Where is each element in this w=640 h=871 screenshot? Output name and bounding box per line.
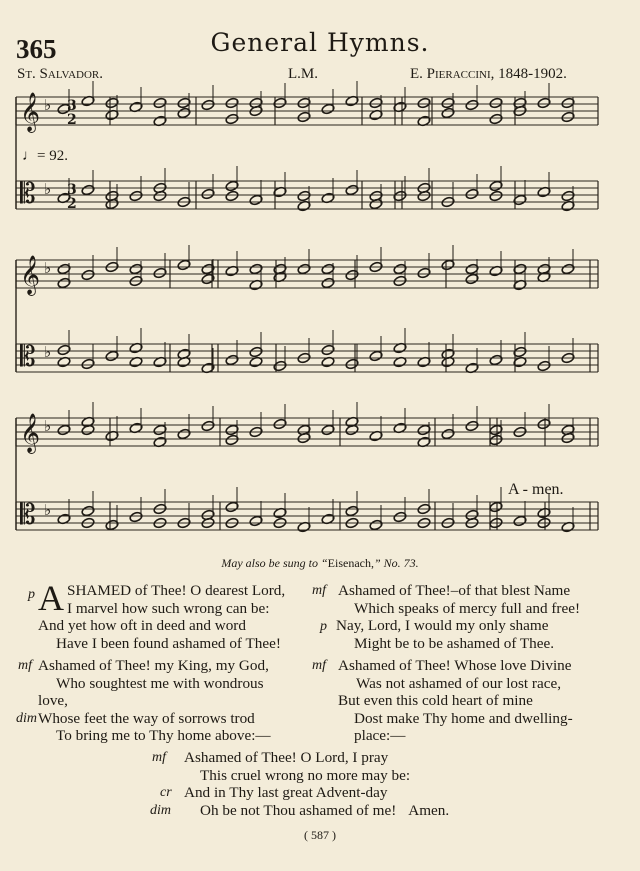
verse-2-line-2: Which speaks of mercy full and free! <box>354 599 581 617</box>
verse-4-line-4: Dost make Thy home and dwelling- <box>354 709 573 727</box>
verse-2-line-3: Nay, Lord, I would my only shame <box>336 617 549 635</box>
note-head <box>225 190 239 202</box>
verse-2-line-1: Ashamed of Thee!–of that blest Name <box>338 582 571 599</box>
alternative-tune-note <box>0 556 640 571</box>
treble-clef: 𝄞 <box>20 92 41 132</box>
verse-3-dynamic-mf: mf <box>18 658 32 673</box>
drop-cap: A <box>38 578 64 618</box>
flat-sign: ♭ <box>44 180 52 198</box>
verse-5-dynamic-dim: dim <box>150 803 171 818</box>
verse-5-line-2: This cruel wrong no more may be: <box>200 766 411 784</box>
note-head <box>489 190 503 202</box>
verse-1-line-4: Have I been found ashamed of Thee! <box>56 634 281 652</box>
verse-1-line-3: And yet how oft in deed and word <box>38 617 246 635</box>
verse-amen: Amen. <box>408 801 450 819</box>
verse-4-dynamic-mf: mf <box>312 658 326 673</box>
verse-5-dynamic-mf: mf <box>152 750 166 765</box>
alt-suffix: ” No. 73. <box>373 556 419 570</box>
flat-sign: ♭ <box>44 259 52 277</box>
verse-5-line-4 <box>148 802 508 820</box>
verse-3 <box>18 657 318 745</box>
section-title: General Hymns. <box>210 28 430 57</box>
time-signature-top: 3 <box>67 182 77 198</box>
time-signature-top: 3 <box>67 98 77 114</box>
page-number: ( 587 ) <box>304 828 336 842</box>
verse-2 <box>312 582 632 652</box>
composer-dates: , 1848-1902. <box>490 66 567 82</box>
flat-sign: ♭ <box>44 96 52 114</box>
treble-clef: 𝄞 <box>20 255 41 295</box>
composer-initial: E. <box>410 66 427 82</box>
verse-3-line-1: Ashamed of Thee! my King, my God, <box>38 657 269 674</box>
verse-4-line-2: Was not ashamed of our lost race, <box>356 674 562 692</box>
verse-4-line-3: But even this cold heart of mine <box>338 692 533 710</box>
verse-5-dynamic-cr: cr <box>160 785 172 800</box>
alto-clef: 𝄡 <box>20 498 36 531</box>
verse-4 <box>312 657 632 745</box>
tune-name: St. Salvador. <box>17 66 104 82</box>
verse-4-line-1: Ashamed of Thee! Whose love Divine <box>338 657 572 674</box>
flat-sign: ♭ <box>44 343 52 361</box>
time-signature-bottom: 2 <box>67 112 77 128</box>
verse-2-line-4: Might be to be ashamed of Thee. <box>354 634 555 652</box>
tempo-marking: ♩= 92. <box>22 148 68 164</box>
verse-3-line-5: To bring me to Thy home above:— <box>56 727 271 745</box>
verse-3-dynamic-dim: dim <box>16 711 37 726</box>
verse-1-dynamic: p <box>28 587 35 602</box>
verse-5-line-4-text: Oh be not Thou ashamed of me! <box>200 801 397 819</box>
composer-surname: Pieraccini <box>426 66 491 82</box>
verse-3-line-3: love, <box>38 692 68 710</box>
verse-5 <box>148 749 508 819</box>
flat-sign: ♭ <box>44 501 52 519</box>
treble-clef: 𝄞 <box>20 413 41 453</box>
verse-3-line-2: Who soughtest me with wondrous <box>56 674 264 692</box>
verse-5-line-1: Ashamed of Thee! O Lord, I pray <box>184 749 389 766</box>
verse-1 <box>20 578 320 652</box>
alto-clef: 𝄡 <box>20 177 36 210</box>
verse-2-dynamic-mf: mf <box>312 583 326 598</box>
verse-1-line-2: I marvel how such wrong can be: <box>67 599 270 617</box>
alt-tune-name: Eisenach, <box>327 556 374 570</box>
verse-1-line-1: SHAMED of Thee! O dearest Lord, <box>67 582 286 599</box>
alto-clef: 𝄡 <box>20 340 36 373</box>
hymn-number: 365 <box>16 34 57 64</box>
flat-sign: ♭ <box>44 417 52 435</box>
meter: L.M. <box>288 66 318 82</box>
verse-2-dynamic-p: p <box>320 619 327 634</box>
verse-5-line-3: And in Thy last great Advent-day <box>184 784 388 802</box>
amen-label: A - men. <box>508 481 564 498</box>
verse-3-line-4: Whose feet the way of sorrows trod <box>38 709 255 727</box>
alt-prefix: May also be sung to “ <box>221 556 328 570</box>
time-signature-bottom: 2 <box>67 196 77 212</box>
verse-4-line-5: place:— <box>354 727 406 745</box>
